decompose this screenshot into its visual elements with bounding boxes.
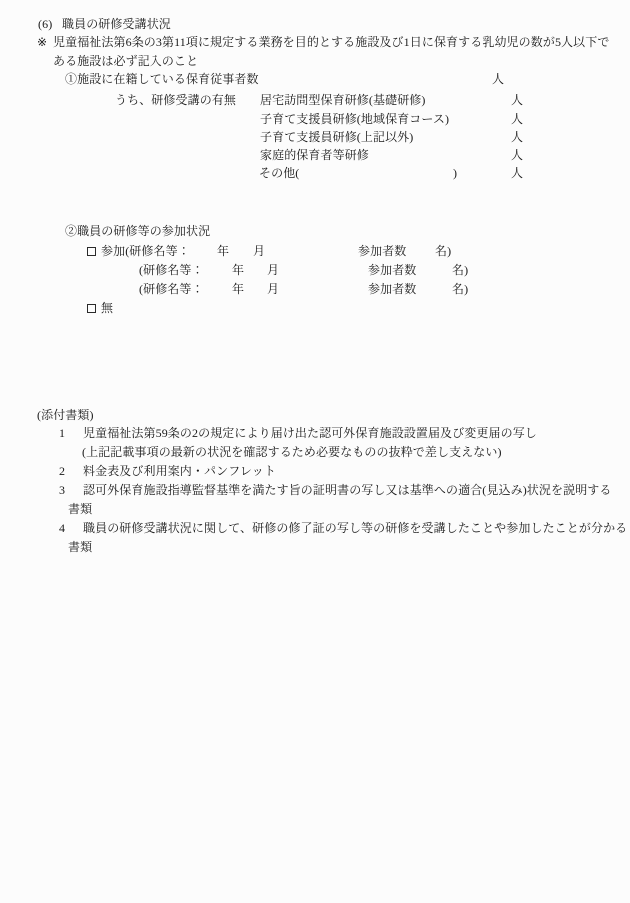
attend-row-month-label: 月 [267, 282, 280, 296]
attend-row-suffix: 名) [452, 263, 469, 277]
training-row-label: 子育て支援員研修(地域保育コース) [260, 112, 450, 126]
attachment-item-text: 料金表及び利用案内・パンフレット [83, 464, 277, 478]
attend-checkbox[interactable] [87, 247, 96, 256]
note-line1: 児童福祉法第6条の3第11項に規定する業務を目的とする施設及び1日に保育する乳幼児の数が5人以下で [53, 35, 610, 49]
training-row-unit: 人 [511, 130, 524, 144]
attend-row-count-label: 参加者数 [358, 244, 407, 258]
attachment-item-number: 4 [59, 521, 66, 535]
attend-row-year-label: 年 [232, 263, 245, 277]
attend-row-year-label: 年 [217, 244, 230, 258]
section6-number: (6) [38, 17, 53, 31]
attachment-item-number: 1 [59, 426, 66, 440]
training-row-unit: 人 [511, 148, 524, 162]
training-row-label: その他( [259, 166, 300, 180]
attachment-item-text: 認可外保育施設指導監督基準を満たす旨の証明書の写し又は基準への適合(見込み)状況を説明する [83, 483, 612, 497]
training-row-label: 家庭的保育者等研修 [260, 148, 369, 162]
attend-row-suffix: 名) [435, 244, 452, 258]
attend-row-count-label: 参加者数 [368, 282, 417, 296]
attachment-item-text2: (上記記載事項の最新の状況を確認するため必要なものの抜粋で差し支えない) [82, 445, 502, 459]
attend-row-year-label: 年 [232, 282, 245, 296]
training-other-close-paren: ) [453, 166, 458, 180]
attend-row-prefix: (研修名等： [139, 282, 204, 296]
training-row-label: 子育て支援員研修(上記以外) [260, 130, 414, 144]
attachment-item-number: 2 [59, 464, 66, 478]
attachment-item-text: 職員の研修受講状況に関して、研修の修了証の写し等の研修を受講したことや参加したことが分かる [83, 521, 628, 535]
attend-row-month-label: 月 [267, 263, 280, 277]
training-row-unit: 人 [511, 166, 524, 180]
note-line2: ある施設は必ず記入のこと [53, 54, 199, 68]
attachment-item-text2: 書類 [68, 502, 93, 516]
training-row-unit: 人 [511, 112, 524, 126]
attachment-item-text2: 書類 [68, 540, 93, 554]
staff-count-unit: 人 [492, 72, 505, 86]
attend-row-prefix: (研修名等： [139, 263, 204, 277]
none-label: 無 [101, 301, 114, 315]
training-row-unit: 人 [511, 93, 524, 107]
attend-row-prefix: 参加(研修名等： [101, 244, 190, 258]
staff-count-label: ①施設に在籍している保育従事者数 [65, 72, 259, 86]
training-having-label: うち、研修受講の有無 [115, 93, 237, 107]
participation-heading: ②職員の研修等の参加状況 [65, 224, 211, 238]
attachment-item-text: 児童福祉法第59条の2の規定により届け出た認可外保育施設設置届及び変更届の写し [83, 426, 537, 440]
attend-row-month-label: 月 [253, 244, 266, 258]
attend-row-suffix: 名) [452, 282, 469, 296]
note-marker: ※ [37, 35, 48, 49]
none-checkbox[interactable] [87, 304, 96, 313]
attend-row-count-label: 参加者数 [368, 263, 417, 277]
training-row-label: 居宅訪問型保育研修(基礎研修) [260, 93, 426, 107]
attachments-heading: (添付書類) [37, 408, 94, 422]
section6-title: 職員の研修受講状況 [62, 17, 171, 31]
attachment-item-number: 3 [59, 483, 66, 497]
